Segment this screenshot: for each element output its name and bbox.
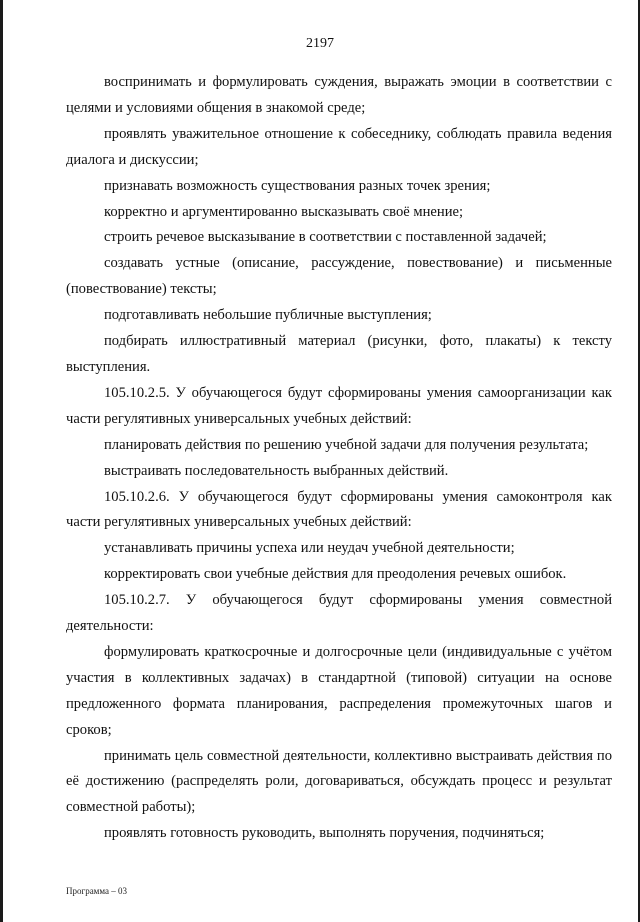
paragraph: формулировать краткосрочные и долгосрочные цели (индивидуальные с учётом участия в коллективных задачах) в стандартной (типовой) ситуации на основе предложенного формата планирования, распределения промежуточных шагов и сроков; xyxy=(66,643,612,738)
paragraph: принимать цель совместной деятельности, коллективно выстраивать действия по её достижению (распределять роли, договариваться, обсуждать процесс и результат совместной работы); xyxy=(66,747,612,816)
paragraph: признавать возможность существования разных точек зрения; xyxy=(104,177,491,194)
paragraph: подбирать иллюстративный материал (рисунки, фото, плакаты) к тексту выступления. xyxy=(66,333,612,375)
paragraph: строить речевое высказывание в соответствии с поставленной задачей; xyxy=(104,229,547,246)
paragraph: планировать действия по решению учебной задачи для получения результата; xyxy=(104,436,589,453)
section-paragraph-105-10-2-6: 105.10.2.6. У обучающегося будут сформированы умения самоконтроля как части регулятивных универсальных учебных действий: xyxy=(66,488,612,531)
scan-edge-left xyxy=(0,0,3,922)
paragraph: корректировать свои учебные действия для преодоления речевых ошибок. xyxy=(104,566,567,583)
paragraph: выстраивать последовательность выбранных действий. xyxy=(104,462,449,479)
paragraph: проявлять уважительное отношение к собеседнику, соблюдать правила ведения диалога и дискуссии; xyxy=(66,125,612,168)
section-paragraph-105-10-2-7: 105.10.2.7. У обучающегося будут сформированы умения совместной деятельности: xyxy=(66,592,612,635)
paragraph: создавать устные (описание, рассуждение, повествование) и письменные (повествование) тексты; xyxy=(66,255,612,298)
section-paragraph-105-10-2-5: 105.10.2.5. У обучающегося будут сформированы умения самоорганизации как части регулятивных универсальных учебных действий: xyxy=(66,384,612,427)
paragraph: корректно и аргументированно высказывать своё мнение; xyxy=(104,203,464,220)
page-number: 2197 xyxy=(306,36,334,51)
paragraph: воспринимать и формулировать суждения, выражать эмоции в соответствии с целями и условиями общения в знакомой среде; xyxy=(66,74,612,116)
paragraph: подготавливать небольшие публичные выступления; xyxy=(104,307,432,324)
paragraph: проявлять готовность руководить, выполнять поручения, подчиняться; xyxy=(104,825,545,842)
footer-program-label: Программа – 03 xyxy=(66,886,128,896)
paragraph: устанавливать причины успеха или неудач учебной деятельности; xyxy=(104,540,515,557)
body-text xyxy=(66,70,612,847)
